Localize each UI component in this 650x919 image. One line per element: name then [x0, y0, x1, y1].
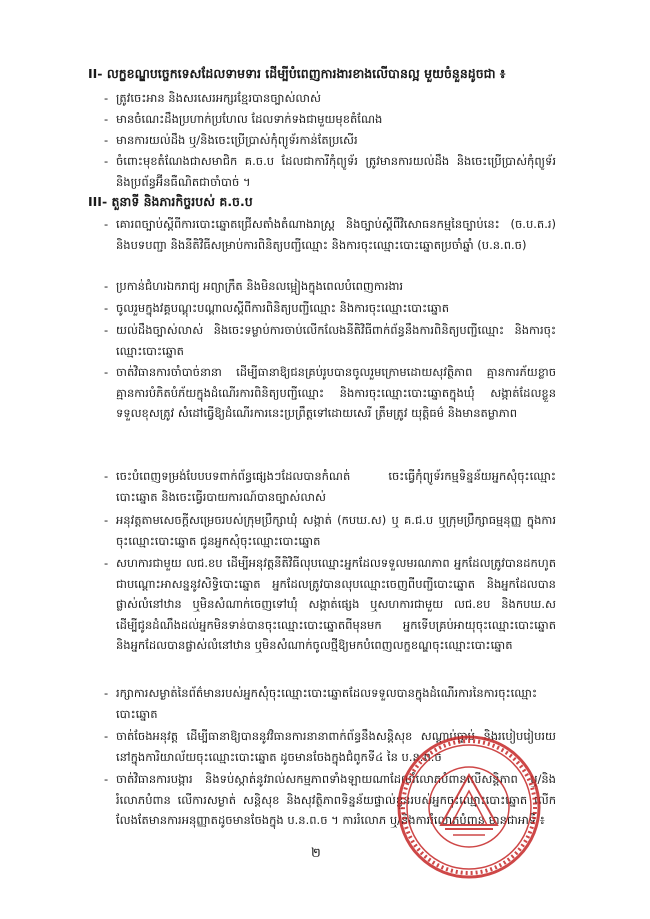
section-iii-heading: III- តួនាទី និងភារកិច្ចរបស់ គ.ច.ប: [88, 194, 253, 209]
section-iii-item: - ចាត់វិធានការបង្ការ និងទប់ស្កាត់នូវរាល់សកម្មភាពទាំងឡាយណាដែលរំលោភបំពានលើសន្តិភាព ឬ/និងរំលោភបំពាន លើការសម្ងាត់ សន្តិសុខ និងសុវត្ថិភាពទិន្នន័យផ្ទាល់ខ្លួនរបស់អ្នកចុះឈ្មោះបោះឆ្នោត លើកលែងតែមានការអនុញ្ញាតដូចមានចែងក្នុង ប.ន.ព.ច ។ ការរំលោភ ឬ/និងការរំលោភបំពាន មានជាអាទិ៍ ៖: [116, 769, 556, 831]
section-iii-item: - យល់ដឹងច្បាស់លាស់ និងចេះទម្លាប់ការចាប់លើកលែងនីតិវិធីពាក់ព័ន្ធនឹងការពិនិត្យបញ្ជីឈ្មោះ និងការចុះឈ្មោះបោះឆ្នោត: [116, 320, 556, 361]
section-ii-heading: II- លក្ខខណ្ឌបច្ចេកទេសដែលទាមទារ ដើម្បីបំពេញការងារខាងលើបានល្អ មួយចំនួនដូចជា ៖: [88, 66, 506, 81]
page-number: ២: [311, 846, 321, 861]
section-iii-item: - គោរពច្បាប់ស្ដីពីការបោះឆ្នោតជ្រើសតាំងតំណាងរាស្ត្រ និងច្បាប់ស្ដីពីវិសោធនកម្មនៃច្បាប់នេះ (ច.ប.ត.រ) និងបទបញ្ជា និងនីតិវិធីសម្រាប់ការពិនិត្យបញ្ជីឈ្មោះ និងការចុះឈ្មោះបោះឆ្នោតប្រចាំឆ្នាំ (ប.ន.ព.ច): [116, 214, 556, 255]
bullet-dash: -: [104, 513, 109, 527]
section-iii-item: - ចាត់វិធានការចាំបាច់នានា ដើម្បីធានាឱ្យជនគ្រប់រូបបានចូលរួមក្រោមដោយសុវត្ថិភាព គ្មានការភ័យខ្លាច គ្មានការបំភិតបំភ័យក្នុងដំណើរការពិនិត្យបញ្ជីឈ្មោះ និងការចុះឈ្មោះបោះឆ្នោតក្នុងឃុំ សង្កាត់ដែលខ្លួនទទួលខុសត្រូវ សំដៅធ្វើឱ្យដំណើរការនេះប្រព្រឹត្តទៅដោយសេរី ត្រឹមត្រូវ យុត្តិធម៌ និងមានតម្លាភាព: [116, 362, 556, 424]
section-ii-item: - មានការយល់ដឹង ឬ/និងចេះប្រើប្រាស់កុំព្យូទ័រកាន់តែប្រសើរ: [116, 130, 556, 151]
section-iii-item: - ចូលរួមក្នុងវគ្គបណ្តុះបណ្តាលស្ដីពីការពិនិត្យបញ្ជីឈ្មោះ និងការចុះឈ្មោះបោះឆ្នោត: [116, 298, 556, 319]
bullet-dash: -: [104, 217, 109, 231]
section-ii-item: - មានចំណេះដឹងប្រហាក់ប្រហែល ដែលទាក់ទងជាមួយមុខតំណែង: [116, 109, 556, 130]
section-iii-item: - អនុវត្តតាមសេចក្តីសម្រេចរបស់ក្រុមប្រឹក្សាឃុំ សង្កាត់ (កបឃ.ស) ឬ គ.ជ.ប ឬក្រុមប្រឹក្សាធម្មនុញ្ញ ក្នុងការចុះឈ្មោះបោះឆ្នោត ជូនអ្នកសុំចុះឈ្មោះបោះឆ្នោត: [116, 510, 556, 551]
section-iii-item: - ចាត់ចែងអនុវត្ត ដើម្បីធានាឱ្យបាននូវវិធានការនានាពាក់ព័ន្ធនឹងសន្តិសុខ សណ្តាប់ធ្នាប់ និងរបៀបរៀបរយ នៅក្នុងការិយាល័យចុះឈ្មោះបោះឆ្នោត ដូចមានចែងក្នុងជំពូកទី៤ នៃ ប.ន.ព.ច: [116, 726, 556, 767]
section-ii-item: - ចំពោះមុខតំណែងជាសមាជិក គ.ច.ប ដែលជាការីកុំព្យូទ័រ ត្រូវមានការយល់ដឹង និងចេះប្រើប្រាស់កុំព្យូទ័រ និងប្រព័ន្ធអ៊ីនធឺណិតជាចាំបាច់ ។: [116, 151, 556, 192]
section-iii-item: - ចេះបំពេញទម្រង់បែបបទពាក់ព័ន្ធផ្សេងៗដែលបានកំណត់ ចេះធ្វើកុំព្យូទ័រកម្មទិន្នន័យអ្នកសុំចុះឈ្មោះបោះឆ្នោត និងចេះធ្វើរបាយការណ៍បានច្បាស់លាស់: [116, 466, 556, 507]
bullet-dash: -: [104, 301, 109, 315]
bullet-dash: -: [104, 133, 109, 147]
bullet-dash: -: [104, 279, 109, 293]
bullet-dash: -: [104, 686, 109, 700]
section-iii-item: - រក្សាការសម្ងាត់នៃព័ត៌មានរបស់អ្នកសុំចុះឈ្មោះបោះឆ្នោតដែលទទួលបានក្នុងដំណើរការនៃការចុះឈ្មោះបោះឆ្នោត: [116, 683, 556, 724]
bullet-dash: -: [104, 323, 109, 337]
section-ii-item: - ត្រូវចេះអាន និងសរសេរអក្សរខ្មែរបានច្បាស់លាស់: [116, 88, 556, 109]
official-seal-stamp: [395, 733, 543, 881]
section-iii-item: - ប្រកាន់ជំហរឯករាជ្យ អព្យាក្រឹត និងមិនលម្អៀងក្នុងពេលបំពេញការងារ: [116, 276, 556, 297]
bullet-dash: -: [104, 729, 109, 743]
bullet-dash: -: [104, 772, 109, 786]
bullet-dash: -: [104, 556, 109, 570]
bullet-dash: -: [104, 469, 109, 483]
section-iii-item: - សហការជាមួយ លជ.ខប ដើម្បីអនុវត្តនីតិវិធីលុបឈ្មោះអ្នកដែលទទួលមរណភាព អ្នកដែលត្រូវបានដកហូតជាបណ្តោះអាសន្ននូវសិទ្ធិបោះឆ្នោត អ្នកដែលត្រូវបានលុបឈ្មោះចេញពីបញ្ជីបោះឆ្នោត និងអ្នកដែលបានផ្លាស់លំនៅឋាន ឬមិនសំណាក់ចេញទៅឃុំ សង្កាត់ផ្សេង ឬសហការជាមួយ លជ.ខប និងកបឃ.ស ដើម្បីជូនដំណឹងដល់អ្នកមិនទាន់បានចុះឈ្មោះបោះឆ្នោតពីមុនមក អ្នកទើបគ្រប់អាយុចុះឈ្មោះបោះឆ្នោត និងអ្នកដែលបានផ្លាស់លំនៅឋាន ឬមិនសំណាក់ចូលថ្មីឱ្យមកបំពេញលក្ខខណ្ឌចុះឈ្មោះបោះឆ្នោត: [116, 553, 556, 656]
bullet-dash: -: [104, 112, 109, 126]
bullet-dash: -: [104, 365, 109, 379]
bullet-dash: -: [104, 91, 109, 105]
bullet-dash: -: [104, 154, 109, 168]
